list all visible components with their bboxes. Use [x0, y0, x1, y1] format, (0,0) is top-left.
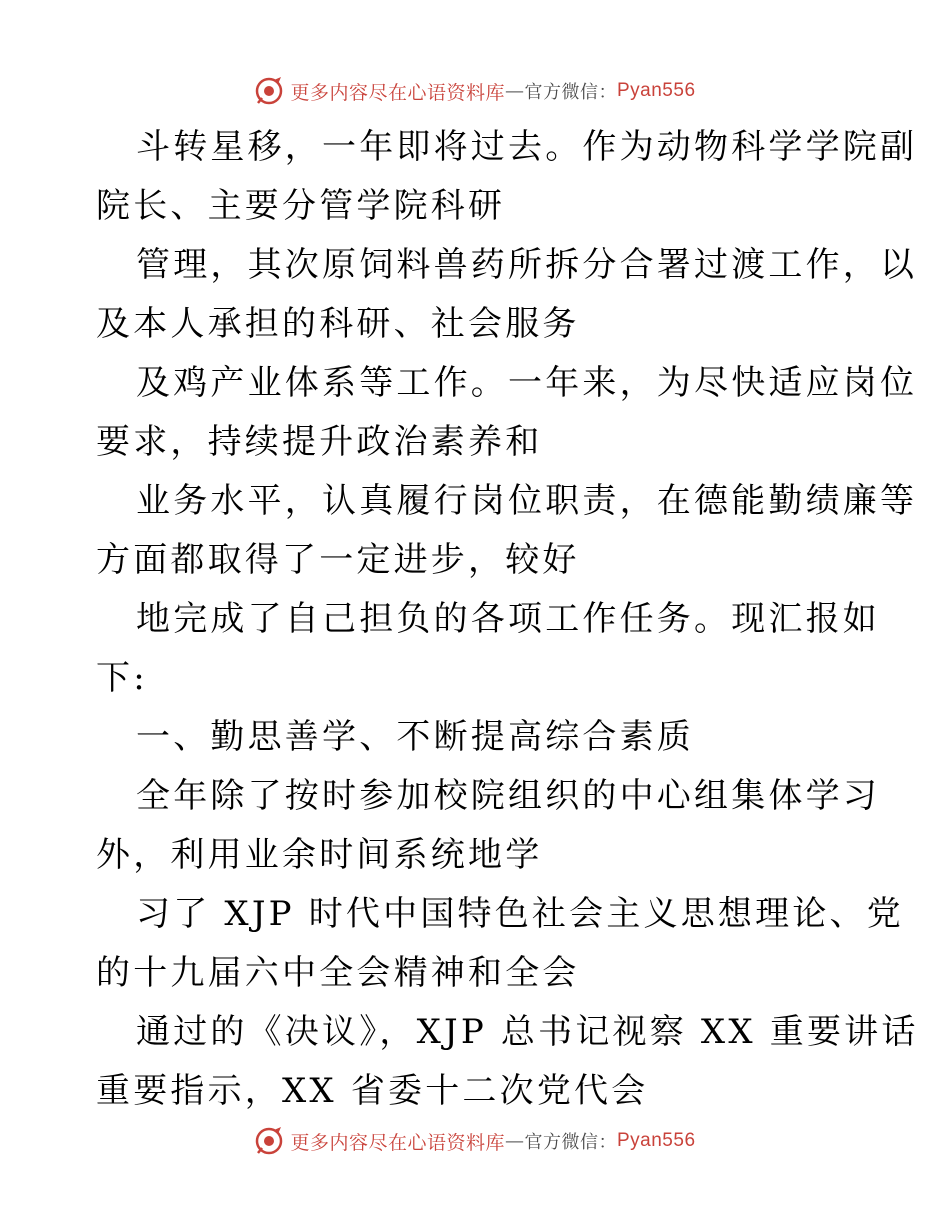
header-watermark	[0, 74, 950, 108]
paragraph-line: 院长、主要分管学院科研	[96, 186, 506, 226]
document-body	[96, 118, 919, 1121]
section-heading: 一、勤思善学、不断提高综合素质	[136, 717, 694, 757]
paragraph-line: 通过的《决议》，XJP 总书记视察 XX 重要讲话	[136, 1012, 919, 1052]
paragraph-line: 地完成了自己担负的各项工作任务。现汇报如	[136, 599, 880, 639]
watermark-separator: —	[505, 1130, 525, 1152]
watermark-wechat-id: Pyan556	[617, 1130, 696, 1151]
paragraph-line: 习了 XJP 时代中国特色社会主义思想理论、党	[136, 894, 904, 934]
paragraph-line: 下:	[96, 658, 148, 698]
paragraph-line: 管理，其次原饲料兽药所拆分合署过渡工作，以	[136, 245, 918, 285]
paragraph-line: 斗转星移，一年即将过去。作为动物科学学院副	[136, 127, 918, 167]
paragraph-line: 业务水平，认真履行岗位职责，在德能勤绩廉等	[136, 481, 918, 521]
watermark-label: 官方微信：	[524, 1132, 617, 1153]
watermark-brand-text: 更多内容尽在心语资料库	[290, 81, 505, 104]
paragraph-line: 全年除了按时参加校院组织的中心组集体学习	[136, 776, 880, 816]
paragraph-line: 方面都取得了一定进步，较好	[96, 540, 580, 580]
watermark-separator: —	[505, 80, 525, 102]
watermark-label: 官方微信：	[524, 82, 617, 103]
paragraph-line: 重要指示，XX 省委十二次党代会	[96, 1071, 649, 1111]
brand-logo-icon	[254, 76, 284, 106]
paragraph-line: 及本人承担的科研、社会服务	[96, 304, 580, 344]
paragraph-line: 外，利用业余时间系统地学	[96, 835, 543, 875]
paragraph-line: 要求，持续提升政治素养和	[96, 422, 543, 462]
watermark-brand-text: 更多内容尽在心语资料库	[290, 1131, 505, 1154]
footer-watermark	[0, 1124, 950, 1158]
brand-logo-icon	[254, 1126, 284, 1156]
watermark-wechat-id: Pyan556	[617, 80, 696, 101]
paragraph-line: 的十九届六中全会精神和全会	[96, 953, 580, 993]
paragraph-line: 及鸡产业体系等工作。一年来，为尽快适应岗位	[136, 363, 918, 403]
